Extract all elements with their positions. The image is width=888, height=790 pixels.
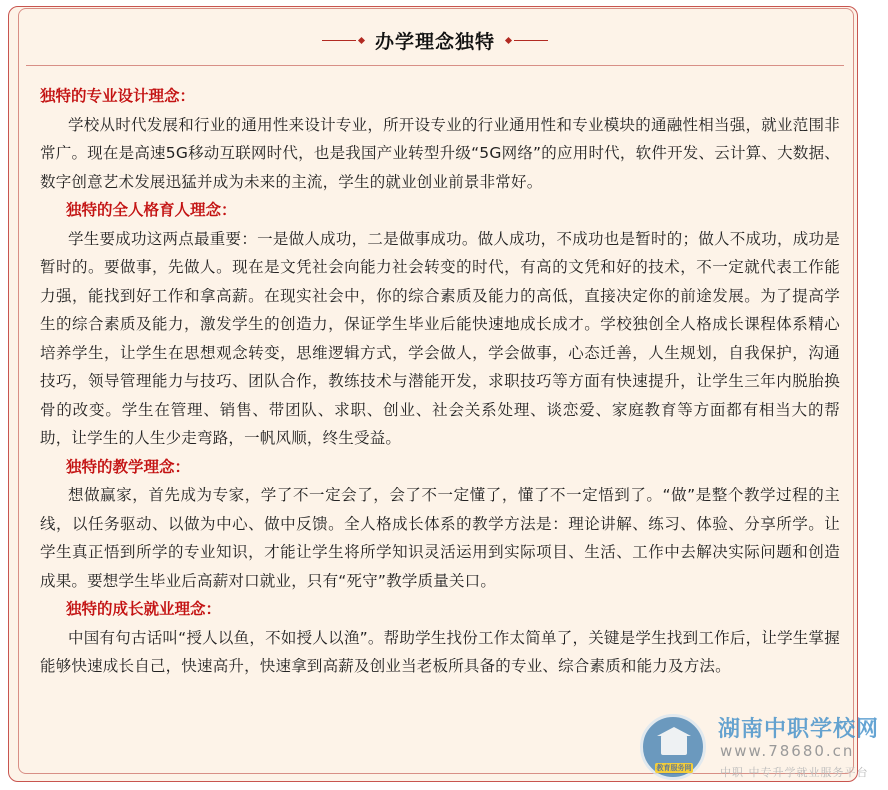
section-header — [26, 15, 844, 66]
heading-professional-design: 独特的专业设计理念： — [40, 87, 196, 105]
paragraph-professional-design: 学校从时代发展和行业的通用性来设计专业，所开设专业的行业通用性和专业模块的通融性相当强，就业范围非常广。现在是高速5G移动互联网时代，也是我国产业转型升级“5G网络”的应用时代，软件开发、云计算、大数据、数字创意艺术发展迅猛并成为未来的主流，学生的就业创业前景非常好。 — [40, 115, 840, 191]
left-ornament-icon — [322, 38, 367, 43]
paragraph-teaching: 想做赢家，首先成为专家，学了不一定会了，会了不一定懂了，懂了不一定悟到了。“做”是整个教学过程的主线，以任务驱动、以做为中心、做中反馈。全人格成长体系的教学方法是：理论讲解、练习、体验、分享所学。让学生真正悟到所学的专业知识，才能让学生将所学知识灵活运用到实际项目、生活、工作中去解决实际问题和创造成果。要想学生毕业后高薪对口就业，只有“死守”教学质量关口。 — [40, 486, 840, 590]
heading-growth-employment: 独特的成长就业理念： — [66, 600, 222, 618]
heading-teaching: 独特的教学理念： — [66, 457, 191, 476]
paragraph-whole-person: 学生要成功这两点最重要：一是做人成功，二是做事成功。做人成功，不成功也是暂时的；做人不成功，成功是暂时的。要做事，先做人。现在是文凭社会向能力社会转变的时代，有高的文凭和好的技术，不一定就代表工作能力强，能找到好工作和拿高薪。在现实社会中，你的综合素质及能力的高低，直接决定你的前途发展。为了提高学生的综合素质及能力，激发学生的创造力，保证学生毕业后能快速地成长成才。学校独创全人格成长课程体系精心培养学生，让学生在思想观念转变，思维逻辑方式，学会做人，学会做事，心态迁善，人生规划，自我保护，沟通技巧，领导管理能力与技巧、团队合作，教练技术与潜能开发，求职技巧等方面有快速提升，让学生三年内脱胎换骨的改变。学生在管理、销售、带团队、求职、创业、社会关系处理、谈恋爱、家庭教育等方面都有相当大的帮助，让学生的人生少走弯路，一帆风顺，终生受益。 — [40, 229, 840, 447]
heading-whole-person: 独特的全人格育人理念： — [66, 201, 237, 219]
right-ornament-icon — [503, 38, 548, 43]
page-title: 办学理念独特 — [374, 30, 495, 53]
watermark-url: www.78680.cn — [720, 742, 855, 760]
site-watermark — [640, 712, 888, 790]
school-logo-icon — [640, 714, 706, 780]
watermark-tagline: 中职 中专升学就业服务平台 — [720, 766, 869, 779]
watermark-site-name: 湖南中职学校网 — [718, 717, 880, 742]
logo-ribbon-text: 教育服务网 — [656, 764, 692, 772]
article-body — [40, 82, 840, 681]
paragraph-growth-employment: 中国有句古话叫“授人以鱼，不如授人以渔”。帮助学生找份工作太简单了，关键是学生找到工作后，让学生掌握能够快速成长自己，快速高升，快速拿到高薪及创业当老板所具备的专业、综合素质和能力及方法。 — [40, 628, 840, 675]
